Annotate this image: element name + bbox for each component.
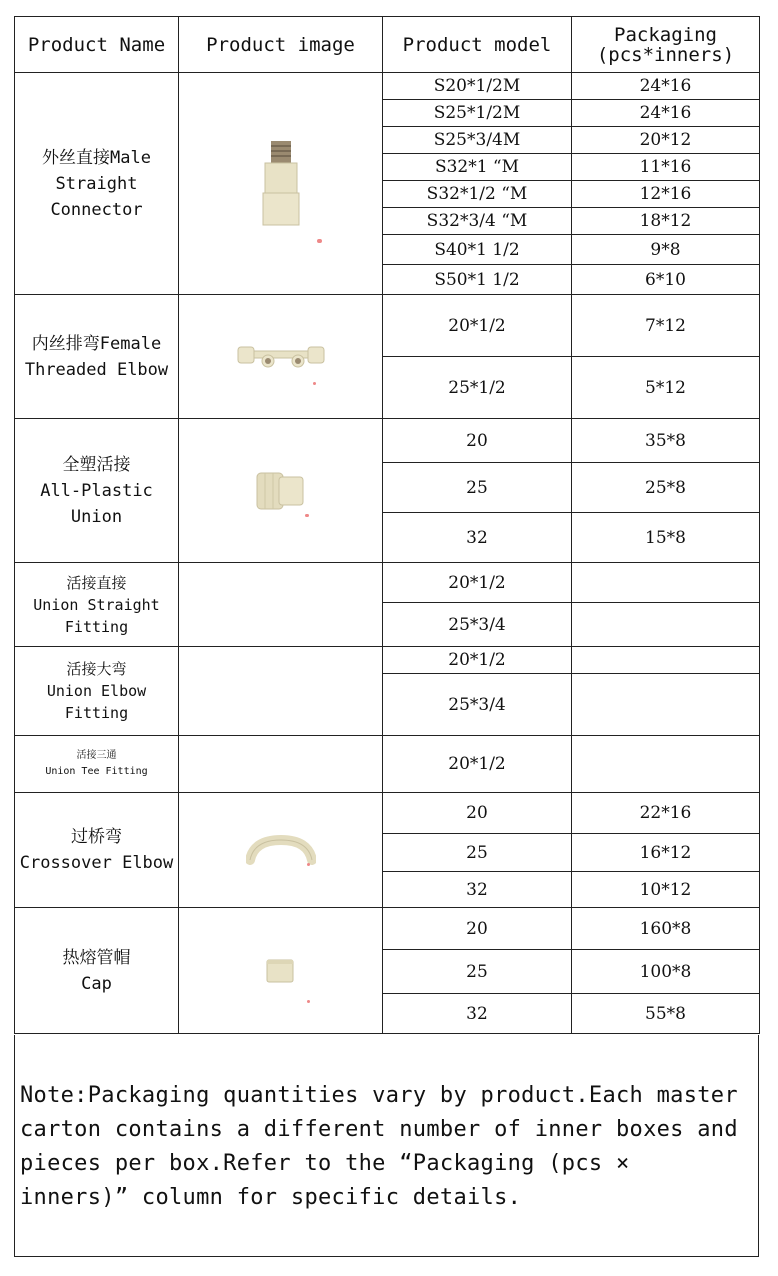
model-cell: 32	[383, 994, 572, 1034]
marker-dot	[305, 514, 309, 517]
header-product-model: Product model	[383, 17, 572, 73]
product-image-cell	[179, 793, 383, 908]
table-row	[15, 736, 760, 793]
product-name-cn: 活接大弯	[66, 660, 127, 678]
header-packaging-line1: Packaging	[614, 23, 717, 46]
table-row	[15, 295, 760, 357]
model-cell: 20*1/2	[383, 647, 572, 674]
packaging-cell	[572, 563, 760, 603]
product-name-cn: 全塑活接	[62, 454, 131, 475]
model-cell: S32*1 “M	[383, 154, 572, 181]
packaging-cell: 6*10	[572, 265, 760, 295]
model-cell: S25*3/4M	[383, 127, 572, 154]
header-row	[15, 17, 760, 73]
male-straight-connector-image	[241, 139, 321, 229]
packaging-cell: 24*16	[572, 73, 760, 100]
model-cell: S32*3/4 “M	[383, 208, 572, 235]
packaging-cell: 100*8	[572, 950, 760, 994]
packaging-cell: 15*8	[572, 513, 760, 563]
crossover-elbow-image	[246, 830, 316, 870]
header-packaging-line2: (pcs*inners)	[596, 43, 735, 66]
packaging-cell: 7*12	[572, 295, 760, 357]
packaging-cell	[572, 736, 760, 793]
header-product-name: Product Name	[15, 17, 179, 73]
female-threaded-elbow-image	[236, 337, 326, 377]
product-name-cell	[15, 563, 179, 647]
product-table	[14, 16, 760, 1034]
model-cell: 32	[383, 872, 572, 908]
note-paragraph	[20, 1079, 750, 1215]
header-product-image: Product image	[179, 17, 383, 73]
product-name-en: Crossover Elbow	[19, 853, 174, 873]
model-cell: 20	[383, 419, 572, 463]
table-row	[15, 563, 760, 603]
product-image-cell	[179, 647, 383, 736]
model-cell: S50*1 1/2	[383, 265, 572, 295]
product-name-cell	[15, 908, 179, 1034]
product-name-cn: 外丝直接	[42, 147, 111, 168]
table-row	[15, 793, 760, 834]
table-row	[15, 419, 760, 463]
table-row	[15, 908, 760, 950]
packaging-cell: 18*12	[572, 208, 760, 235]
marker-dot	[307, 1000, 310, 1003]
model-cell: 25*1/2	[383, 357, 572, 419]
model-cell: S40*1 1/2	[383, 235, 572, 265]
model-cell: 20*1/2	[383, 295, 572, 357]
model-cell: S20*1/2M	[383, 73, 572, 100]
product-name-cn: 内丝排弯	[31, 333, 100, 354]
packaging-cell: 160*8	[572, 908, 760, 950]
packaging-cell: 11*16	[572, 154, 760, 181]
product-name-en: Cap	[81, 973, 112, 994]
packaging-cell	[572, 674, 760, 736]
packaging-cell: 5*12	[572, 357, 760, 419]
marker-dot	[313, 382, 316, 385]
model-cell: 20*1/2	[383, 563, 572, 603]
product-name-cell	[15, 793, 179, 908]
packaging-cell: 55*8	[572, 994, 760, 1034]
product-name-en: Female Threaded Elbow	[24, 333, 169, 380]
packaging-cell: 22*16	[572, 793, 760, 834]
product-name-cn: 活接直接	[66, 573, 127, 592]
product-image-cell	[179, 295, 383, 419]
packaging-cell: 25*8	[572, 463, 760, 513]
note-label: Note:	[20, 1083, 88, 1108]
model-cell: S32*1/2 “M	[383, 181, 572, 208]
model-cell: 20	[383, 908, 572, 950]
packaging-cell: 20*12	[572, 127, 760, 154]
product-image-cell	[179, 73, 383, 295]
cap-image	[261, 956, 301, 986]
product-name-cn: 过桥弯	[71, 827, 122, 847]
packaging-cell	[572, 603, 760, 647]
model-cell: S25*1/2M	[383, 100, 572, 127]
product-image-cell	[179, 908, 383, 1034]
marker-dot	[307, 863, 310, 866]
product-image-cell	[179, 563, 383, 647]
all-plastic-union-image	[251, 461, 311, 521]
packaging-cell: 24*16	[572, 100, 760, 127]
model-cell: 25	[383, 950, 572, 994]
product-name-en: All-Plastic Union	[40, 480, 153, 527]
packaging-cell	[572, 647, 760, 674]
product-image-cell	[179, 419, 383, 563]
product-name-cn: 活接三通	[76, 750, 117, 761]
table-row	[15, 73, 760, 100]
table-row	[15, 647, 760, 674]
packaging-cell: 9*8	[572, 235, 760, 265]
product-name-en: Union Tee Fitting	[45, 766, 148, 777]
product-name-cn: 热熔管帽	[62, 947, 131, 968]
product-image-cell	[179, 736, 383, 793]
model-cell: 20	[383, 793, 572, 834]
packaging-cell: 16*12	[572, 834, 760, 872]
model-cell: 25	[383, 463, 572, 513]
note-text: Packaging quantities vary by product.Each master carton contains a different number of inner boxes and pieces per box.Refer to the “Packaging (pcs × inners)” column for specific details.	[20, 1083, 738, 1210]
model-cell: 20*1/2	[383, 736, 572, 793]
header-packaging	[572, 17, 760, 73]
product-name-en: Union Straight Fitting	[33, 595, 160, 636]
model-cell: 25	[383, 834, 572, 872]
model-cell: 32	[383, 513, 572, 563]
model-cell: 25*3/4	[383, 603, 572, 647]
product-name-cell	[15, 736, 179, 793]
packaging-cell: 10*12	[572, 872, 760, 908]
packaging-cell: 12*16	[572, 181, 760, 208]
product-name-en: Union Elbow Fitting	[46, 682, 147, 722]
product-name-cell	[15, 419, 179, 563]
product-name-en: Male Straight Connector	[50, 147, 151, 220]
product-name-cell	[15, 73, 179, 295]
packaging-cell: 35*8	[572, 419, 760, 463]
product-name-cell	[15, 295, 179, 419]
model-cell: 25*3/4	[383, 674, 572, 736]
product-name-cell	[15, 647, 179, 736]
marker-dot	[317, 239, 322, 243]
note-box	[14, 1035, 759, 1257]
